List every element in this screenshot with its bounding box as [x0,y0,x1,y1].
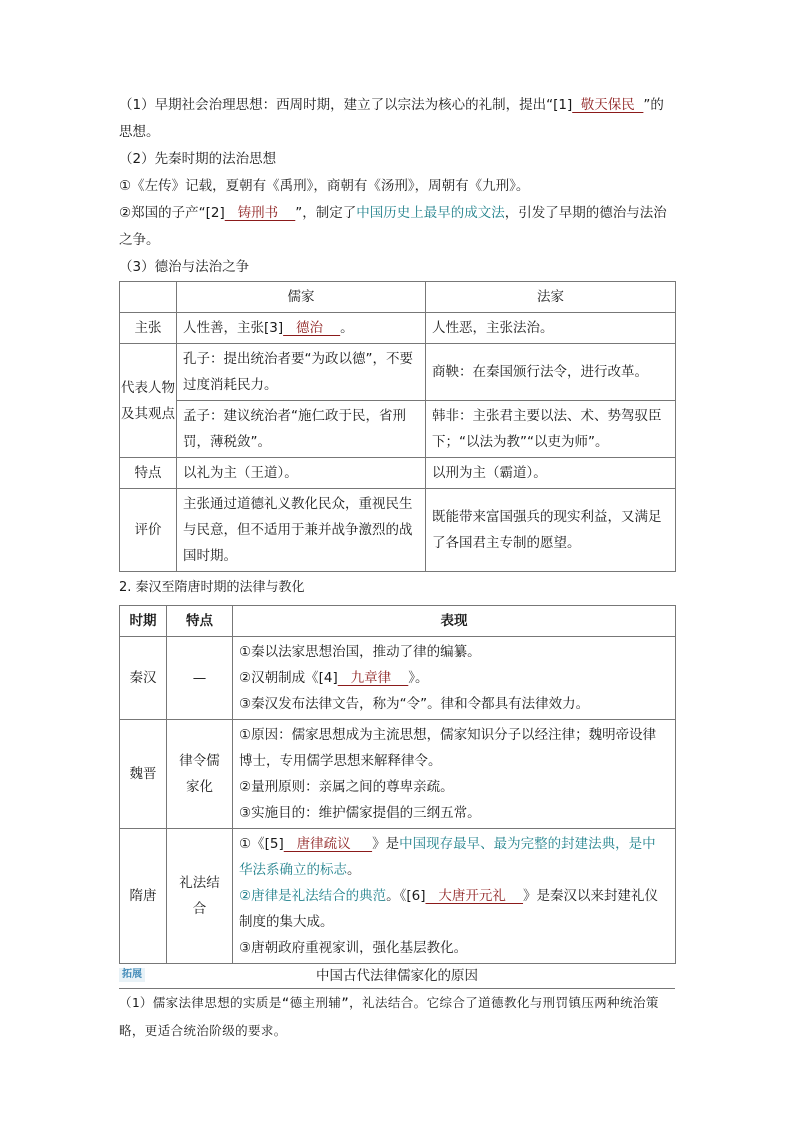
extension-badge: 拓展 [119,968,145,982]
cell-weijin: ①原因：儒家思想成为主流思想，儒家知识分子以经注律；魏明帝设律博士，专用儒学思想来解释律令。 ②量刑原则：亲属之间的尊卑亲疏。 ③实施目的：维护儒家提倡的三纲五常。 [233,720,676,829]
table-row [120,401,676,458]
extension-heading: 中国古代法律儒家化的原因 [316,968,478,984]
table-row [120,720,676,829]
table-row [120,489,676,572]
dezhi-fazhi-table [119,281,676,572]
answer-1: 敬天保民 [572,97,644,113]
header-rujia: 儒家 [177,282,426,313]
cell-kongzi: 孔子：提出统治者要“为政以德”，不要过度消耗民力。 [177,344,426,401]
cell-shangyang: 商鞅：在秦国颁行法令，进行改革。 [426,344,676,401]
paragraph-early-governance: （1）早期社会治理思想：西周时期，建立了以宗法为核心的礼制，提出“[1] 敬天保民 ”的思想。 [119,97,664,140]
table-header-row [120,606,676,637]
paragraph-pre-qin-heading: （2）先秦时期的法治思想 [119,151,277,167]
period-qinhan: 秦汉 [120,637,167,720]
highlight-lifa: ②唐律是礼法结合的典范 [239,888,387,904]
table-row [120,637,676,720]
highlight-tang-code: 中国现存最早、最为完整的封建法典，是中华法系确立的标志 [239,836,656,878]
header-period: 时期 [120,606,167,637]
extension-title [119,964,675,988]
cell-hanfei: 韩非：主张君主要以法、术、势驾驭臣下；“以法为教”“以吏为师”。 [426,401,676,458]
answer-5: 唐律疏议 [283,836,373,852]
cell-fajia-zhuzhang: 人性恶，主张法治。 [426,313,676,344]
answer-3: 德治 [283,320,341,336]
highlight-earliest-law: 中国历史上最早的成文法 [356,205,505,221]
paragraph-zichan: ②郑国的子产“[2] 铸刑书 ”，制定了中国历史上最早的成文法，引发了早期的德治与法治之争。 [119,205,667,248]
cell-rujia-pingjia: 主张通过道德礼义教化民众，重视民生与民意，但不适用于兼并战争激烈的战国时期。 [177,489,426,572]
table-row [120,829,676,964]
feature-suitang: 礼法结合 [167,829,233,964]
header-performance: 表现 [233,606,676,637]
header-fajia: 法家 [426,282,676,313]
row-label-pingjia: 评价 [120,489,177,572]
row-label-daibiao: 代表人物及其观点 [120,344,177,458]
paragraph-dezhi-fazhi-heading: （3）德治与法治之争 [119,259,250,275]
cell-qinhan: ①秦以法家思想治国，推动了律的编纂。 ②汉朝制成《[4] 九章律 》。 ③秦汉发布法律文告，称为“令”。律和令都具有法律效力。 [233,637,676,720]
table-row [120,313,676,344]
cell-fajia-tedian: 以刑为主（霸道）。 [426,458,676,489]
cell-rujia-tedian: 以礼为主（王道）。 [177,458,426,489]
table-row [120,344,676,401]
answer-4: 九章律 [337,670,409,686]
extension-body: （1）儒家法律思想的实质是“德主刑辅”，礼法结合。它综合了道德教化与刑罚镇压两种统治策略，更适合统治阶级的要求。 [119,995,659,1038]
cell-fajia-pingjia: 既能带来富国强兵的现实利益，又满足了各国君主专制的愿望。 [426,489,676,572]
paragraph-zuozhuan: ①《左传》记载，夏朝有《禹刑》，商朝有《汤刑》，周朝有《九刑》。 [119,178,530,194]
feature-qinhan: — [167,637,233,720]
answer-2: 铸刑书 [224,205,296,221]
period-suitang: 隋唐 [120,829,167,964]
cell-mengzi: 孟子：建议统治者“施仁政于民，省刑罚，薄税敛”。 [177,401,426,458]
document-page [119,92,675,1045]
cell-suitang: ①《[5] 唐律疏议 》是中国现存最早、最为完整的封建法典，是中华法系确立的标志。 ②唐律是礼法结合的典范。《[6] 大唐开元礼 》是秦汉以来封建礼仪制度的集大成。 ③唐朝政府重视家训，强化基层教化。 [233,829,676,964]
header-blank [120,282,177,313]
period-weijin: 魏晋 [120,720,167,829]
section-2-title: 2. 秦汉至隋唐时期的法律与教化 [119,580,305,595]
header-feature: 特点 [167,606,233,637]
table-row [120,458,676,489]
row-label-tedian: 特点 [120,458,177,489]
cell-rujia-zhuzhang: 人性善，主张[3] 德治 。 [177,313,426,344]
feature-weijin: 律令儒家化 [167,720,233,829]
qinhan-suitang-table [119,605,676,964]
row-label-zhuzhang: 主张 [120,313,177,344]
table-header-row [120,282,676,313]
answer-6: 大唐开元礼 [425,888,524,904]
